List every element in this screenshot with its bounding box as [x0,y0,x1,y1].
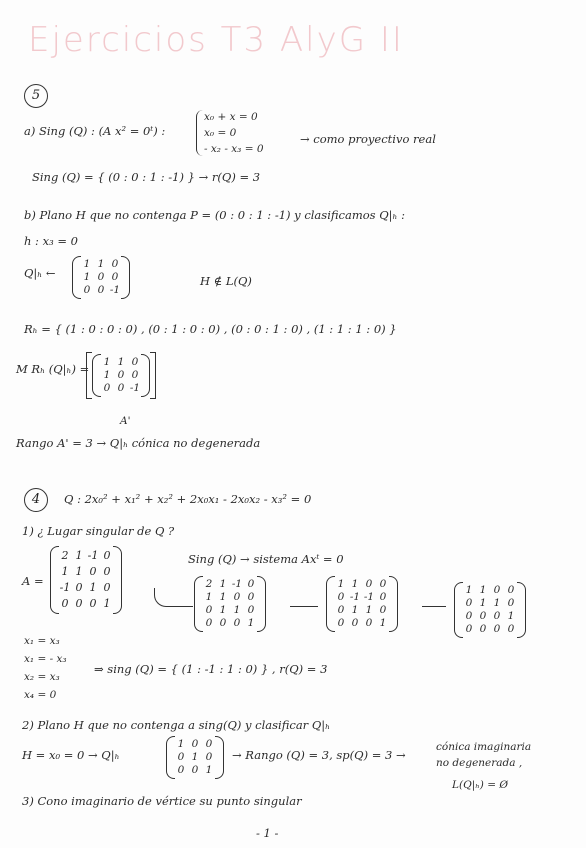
ex4-matrix-step-2: 1 1 0 0 0 -1 -1 0 0 1 1 0 0 0 0 1 [334,578,390,630]
exercise-4-number: 4 [24,488,48,512]
ex4-solution-2: x₁ = - x₃ [24,653,67,665]
ex4-sing-note: Sing (Q) → sistema Axᵗ = 0 [188,552,344,566]
ex5-qh-label: Q|ₕ ← [24,266,56,280]
ex5-qh-matrix: 1 1 0 1 0 0 0 0 -1 [80,258,122,297]
ex5-aprime-label: A' [120,415,131,427]
ex4-h-result: → Rango (Q) = 3, sp(Q) = 3 → [232,748,406,762]
ex4-solution-3: x₂ = x₃ [24,671,60,683]
ex4-a-label: A = [22,574,44,588]
ex4-matrix-step-3: 1 1 0 0 0 1 1 0 0 0 0 1 0 0 0 0 [462,584,518,636]
ex4-question-2: 2) Plano H que no contenga a sing(Q) y clasificar Q|ₕ [22,718,331,732]
ex5-rango-result: Rango A' = 3 → Q|ₕ cónica no degenerada [16,436,261,450]
ex4-solution-1: x₁ = x₃ [24,635,60,647]
ex4-h-equation: H = x₀ = 0 → Q|ₕ [22,748,120,762]
ex5-sing-result: Sing (Q) = { (0 : 0 : 1 : -1) } → r(Q) = 3 [32,170,261,184]
system-eq-2: x₀ = 0 [204,127,237,139]
system-eq-1: x₀ + x = 0 [204,111,258,123]
exercise-5-number: 5 [24,84,48,108]
ex4-sing-result: ⇒ sing (Q) = { (1 : -1 : 1 : 0) } , r(Q) = 3 [94,662,328,676]
ex4-a-matrix: 2 1 -1 0 1 1 0 0 -1 0 1 0 0 0 0 1 [58,548,114,612]
ex5-part-a: a) Sing (Q) : (A x² = 0ᵗ) : [24,124,166,138]
ex5-part-b: b) Plano H que no contenga P = (0 : 0 : 1 : -1) y clasificamos Q|ₕ : [24,208,406,222]
ex4-question-1: 1) ¿ Lugar singular de Q ? [22,524,175,538]
page-title: Ejercicios T3 AlyG II [28,20,404,60]
reduction-arrow-3 [422,606,446,607]
ex4-matrix-step-1: 2 1 -1 0 1 1 0 0 0 1 1 0 0 0 0 1 [202,578,258,630]
system-eq-3: - x₂ - x₃ = 0 [204,143,264,155]
ex5-mrh-matrix: 1 1 0 1 0 0 0 0 -1 [100,356,142,395]
ex5-h-plane: h : x₃ = 0 [24,234,78,248]
ex4-conica-line-2: no degenerada , [436,757,523,769]
ex4-conica-line-1: cónica imaginaria [436,741,532,753]
ex5-h-note: H ∉ L(Q) [200,274,252,288]
ex5-a-note: → como proyectivo real [300,132,436,146]
reduction-arrow-2 [290,606,318,607]
page-number: - 1 - [256,826,279,840]
ex5-mrh-label: M Rₕ (Q|ₕ) = [16,362,90,376]
system-brace [196,110,203,156]
ex4-question-3: 3) Cono imaginario de vértice su punto singular [22,794,302,808]
ex4-h-matrix: 1 0 0 0 1 0 0 0 1 [174,738,216,777]
ex4-conica-line-3: L(Q|ₕ) = Ø [452,779,508,791]
ex5-reference-rh: Rₕ = { (1 : 0 : 0 : 0) , (0 : 1 : 0 : 0) , (0 : 0 : 1 : 0) , (1 : 1 : 1 : 0) } [24,322,397,336]
ex4-equation: Q : 2x₀² + x₁² + x₂² + 2x₀x₁ - 2x₀x₂ - x₃² = 0 [64,492,312,506]
reduction-arrow-1 [154,588,193,607]
ex4-solution-4: x₄ = 0 [24,689,57,701]
